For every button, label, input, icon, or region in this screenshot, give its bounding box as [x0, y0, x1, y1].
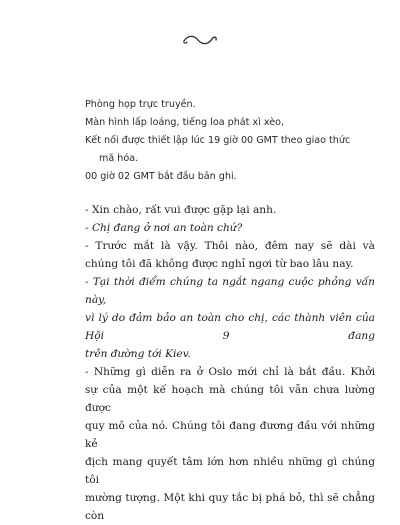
header-line: mã hóa. — [99, 153, 139, 164]
swirl-ornament-icon — [180, 32, 220, 48]
dialogue-line: chúng tôi đã không được nghỉ ngơi từ bao lâu nay. — [85, 258, 354, 270]
header-line: Kết nối được thiết lập lúc 19 giờ 00 GMT theo giao thức — [85, 135, 351, 146]
dialogue-line-italic: - Chị đang ở nơi an toàn chứ? — [85, 222, 243, 234]
dialogue-line: - Xin chào, rất vui được gặp lại anh. — [85, 204, 277, 216]
header-line: 00 giờ 02 GMT bắt đầu bản ghi. — [85, 171, 237, 182]
transmission-header — [85, 96, 375, 186]
dialogue-line-italic: trên đường tới Kiev. — [85, 348, 191, 360]
dialogue-line: - Trước mắt là vậy. Thôi nào, đêm nay sẽ dài và — [85, 240, 375, 252]
dialogue-line: quy mô của nó. Chúng tôi đang đương đầu với những kẻ — [85, 420, 375, 450]
header-line: Phòng họp trực truyền. — [85, 99, 196, 110]
header-line: Màn hình lấp loáng, tiếng loa phát xì xèo, — [85, 117, 285, 128]
dialogue-body — [85, 201, 375, 525]
dialogue-line: địch mang quyết tâm lớn hơn nhiều những gì chúng tôi — [85, 456, 375, 486]
dialogue-line-italic: - Tại thời điểm chúng ta ngắt ngang cuộc phỏng vấn này, — [85, 276, 375, 306]
dialogue-line-italic: vì lý do đảm bảo an toàn cho chị, các thành viên của Hội 9 đang — [85, 312, 375, 342]
dialogue-line: sự của một kế hoạch mà chúng tôi vẫn chưa lường được — [85, 384, 375, 414]
dialogue-line: mường tượng. Một khi quy tắc bị phá bỏ, thì sẽ chẳng còn — [85, 492, 375, 522]
dialogue-line: - Những gì diễn ra ở Oslo mới chỉ là bắt đầu. Khởi — [85, 366, 375, 378]
